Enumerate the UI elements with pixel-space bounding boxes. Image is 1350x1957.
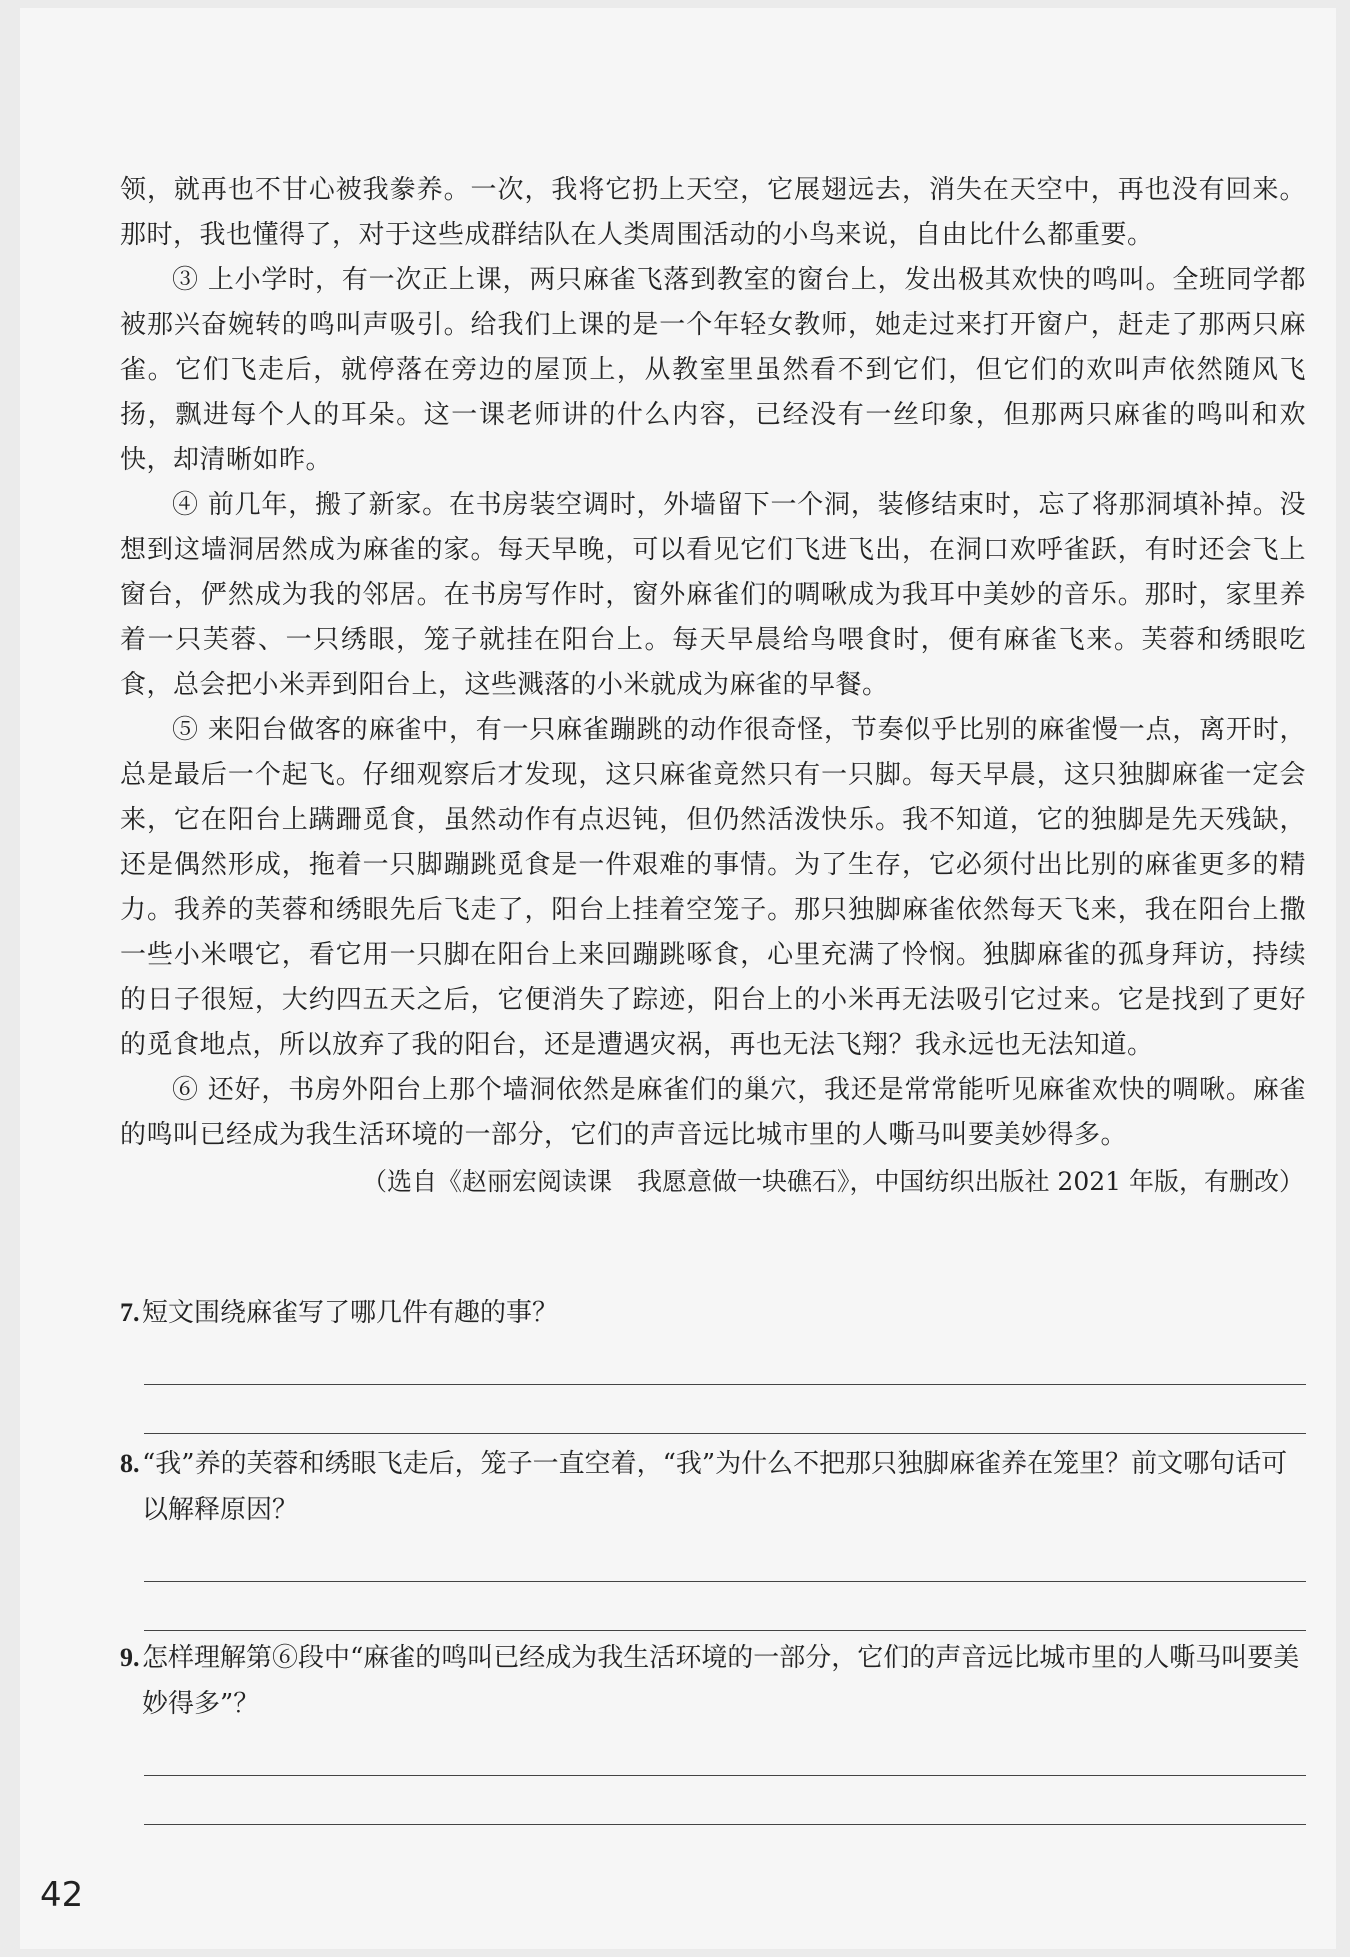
question-text: “我”养的芙蓉和绣眼飞走后，笼子一直空着，“我”为什么不把那只独脚麻雀养在笼里？前文哪句话可以解释原因？: [142, 1449, 1288, 1525]
answer-lines: [144, 1533, 1306, 1631]
question-text: 怎样理解第⑥段中“麻雀的鸣叫已经成为我生活环境的一部分，它们的声音远比城市里的人嘶马叫要美妙得多”？: [142, 1643, 1300, 1719]
question-number: 8.: [120, 1449, 140, 1478]
workbook-page: [20, 8, 1336, 1949]
question-9: [120, 1635, 1306, 1825]
question-number: 7.: [120, 1298, 140, 1327]
passage-paragraph-6: ⑥ 还好，书房外阳台上那个墙洞依然是麻雀们的巢穴，我还是常常能听见麻雀欢快的啁啾。麻雀的鸣叫已经成为我生活环境的一部分，它们的声音远比城市里的人嘶马叫要美妙得多。: [120, 1075, 1306, 1150]
answer-line[interactable]: [144, 1336, 1306, 1385]
answer-lines: [144, 1727, 1306, 1825]
passage-paragraph-3: ③ 上小学时，有一次正上课，两只麻雀飞落到教室的窗台上，发出极其欢快的鸣叫。全班同学都被那兴奋婉转的鸣叫声吸引。给我们上课的是一个年轻女教师，她走过来打开窗户，赶走了那两只麻雀。它们飞走后，就停落在旁边的屋顶上，从教室里虽然看不到它们，但它们的欢叫声依然随风飞扬，飘进每个人的耳朵。这一课老师讲的什么内容，已经没有一丝印象，但那两只麻雀的鸣叫和欢快，却清晰如昨。: [120, 265, 1306, 475]
reading-passage: [120, 168, 1306, 1206]
answer-line[interactable]: [144, 1533, 1306, 1582]
page-number: 42: [40, 1875, 84, 1915]
answer-line[interactable]: [144, 1385, 1306, 1434]
answer-line[interactable]: [144, 1727, 1306, 1776]
answer-line[interactable]: [144, 1582, 1306, 1631]
passage-paragraph-continuation: 领，就再也不甘心被我豢养。一次，我将它扔上天空，它展翅远去，消失在天空中，再也没有回来。那时，我也懂得了，对于这些成群结队在人类周围活动的小鸟来说，自由比什么都重要。: [120, 175, 1306, 250]
question-7: [120, 1290, 1306, 1434]
passage-source-citation: （选自《赵丽宏阅读课 我愿意做一块礁石》，中国纺织出版社 2021 年版，有删改）: [361, 1167, 1304, 1196]
answer-lines: [144, 1336, 1306, 1434]
question-8: [120, 1441, 1306, 1631]
question-number: 9.: [120, 1643, 140, 1672]
answer-line[interactable]: [144, 1776, 1306, 1825]
question-text: 短文围绕麻雀写了哪几件有趣的事？: [142, 1298, 559, 1328]
passage-paragraph-4: ④ 前几年，搬了新家。在书房装空调时，外墙留下一个洞，装修结束时，忘了将那洞填补掉。没想到这墙洞居然成为麻雀的家。每天早晚，可以看见它们飞进飞出，在洞口欢呼雀跃，有时还会飞上窗台，俨然成为我的邻居。在书房写作时，窗外麻雀们的啁啾成为我耳中美妙的音乐。那时，家里养着一只芙蓉、一只绣眼，笼子就挂在阳台上。每天早晨给鸟喂食时，便有麻雀飞来。芙蓉和绣眼吃食，总会把小米弄到阳台上，这些溅落的小米就成为麻雀的早餐。: [120, 490, 1306, 700]
passage-paragraph-5: ⑤ 来阳台做客的麻雀中，有一只麻雀蹦跳的动作很奇怪，节奏似乎比别的麻雀慢一点，离开时，总是最后一个起飞。仔细观察后才发现，这只麻雀竟然只有一只脚。每天早晨，这只独脚麻雀一定会来，它在阳台上蹒跚觅食，虽然动作有点迟钝，但仍然活泼快乐。我不知道，它的独脚是先天残缺，还是偶然形成，拖着一只脚蹦跳觅食是一件艰难的事情。为了生存，它必须付出比别的麻雀更多的精力。我养的芙蓉和绣眼先后飞走了，阳台上挂着空笼子。那只独脚麻雀依然每天飞来，我在阳台上撒一些小米喂它，看它用一只脚在阳台上来回蹦跳啄食，心里充满了怜悯。独脚麻雀的孤身拜访，持续的日子很短，大约四五天之后，它便消失了踪迹，阳台上的小米再无法吸引它过来。它是找到了更好的觅食地点，所以放弃了我的阳台，还是遭遇灾祸，再也无法飞翔？我永远也无法知道。: [120, 715, 1306, 1060]
